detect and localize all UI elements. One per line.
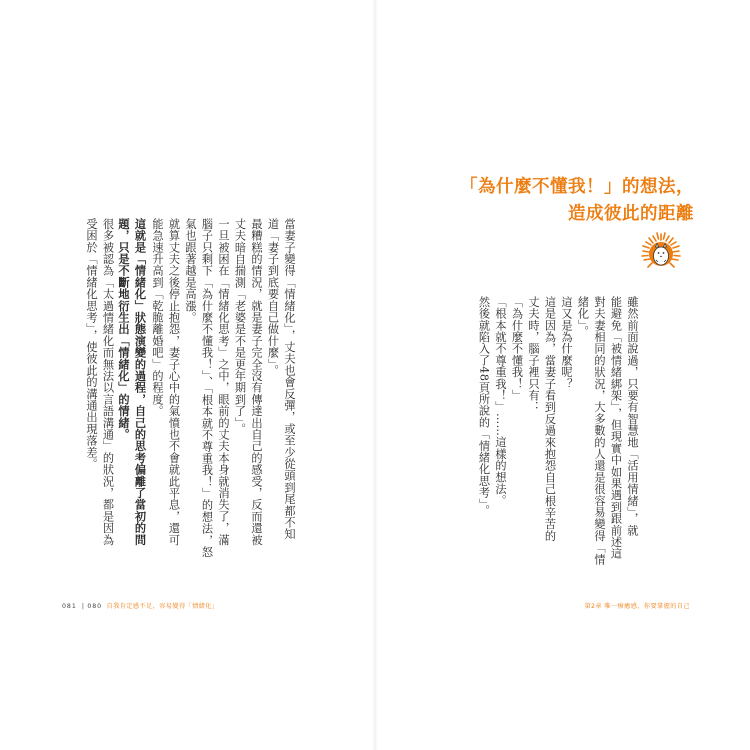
text-column: 腦子只剩下「為什麼不懂我！」、「根本就不尊重我！」的想法，怒 [200, 218, 214, 558]
page-number: 081 [62, 603, 77, 610]
text-column: 丈夫暗自揣測「老婆是不是更年期到了」。 [233, 218, 247, 435]
text-column: 然後就陷入了48頁所說的「情緒化思考」。 [477, 296, 491, 517]
right-footer [584, 601, 690, 610]
hedgehog-illustration [639, 230, 683, 274]
text-column: 「根本就不尊重我！」……這樣的想法。 [494, 296, 507, 507]
running-title-right: 唯一療癒感，你要掌握的自己 [604, 603, 690, 610]
text-column: 一旦被困在「情緒化思考」之中，眼前的丈夫本身就消失了，滿 [217, 218, 230, 546]
headline-line-1: 「為什麼不懂我！」的想法， [460, 177, 694, 197]
section-headline [460, 174, 694, 228]
right-body-text [475, 296, 640, 565]
text-column: 就算丈夫之後停止抱怨，妻子心中的氣憤也不會就此平息，還可 [167, 218, 181, 546]
text-column: 能避免「被情緒綁架」，但現實中如果遇到跟前述這 [609, 296, 623, 560]
right-page [375, 0, 750, 750]
text-column: 這是因為，當妻子看到反過來抱怨自己根辛苦的 [543, 296, 557, 542]
left-body-text [83, 218, 298, 558]
text-column: 雖然前面說過，只要有智慧地「活用情緒」，就 [626, 296, 639, 537]
text-column: 當妻子變得「情緒化」，丈夫也會反彈，或至少從頭到尾都不知 [283, 218, 296, 540]
page-number-separator: | [81, 603, 85, 610]
text-column: 道「妻子到底要自己做什麼」。 [266, 218, 280, 377]
text-column: 很多被認為「太過情緒化而無法以言語溝通」的狀況，都是因為 [101, 218, 115, 546]
text-column: 這就是「情緒化」狀態演變的過程，自己的思考偏離了當初的問 [133, 218, 148, 546]
text-column: 緒化」。 [576, 296, 590, 338]
text-column: 這又是為什麼呢？ [560, 296, 573, 390]
text-column: 氣也跟著越是高漲。 [184, 218, 197, 324]
page-number-2: 080 [87, 603, 103, 610]
text-column: 能急速升高到「乾脆離婚吧」的程度。 [151, 218, 164, 417]
running-title-left: 自我肯定感不足，容易變得「情緒化」 [106, 603, 219, 610]
text-column: 受困於「情緒化思考」，使彼此的溝通出現落差。 [85, 218, 98, 470]
text-column: 最糟糕的情況，就是妻子完全沒有傳達出自己的感受，反而還被 [250, 218, 263, 546]
text-column: 「為什麼不懂我！」 [510, 296, 524, 402]
left-footer [62, 601, 219, 610]
text-column: 對夫妻相同的狀況，大多數的人還是很容易變得「情 [593, 296, 606, 566]
headline-line-2: 造成彼此的距離 [568, 204, 694, 224]
text-column: 題，只是不斷地衍生出「情緒化」的情緒。 [117, 218, 131, 441]
text-column: 丈夫時，腦子裡只有： [527, 296, 540, 413]
chapter-label: 第2章 [584, 603, 602, 610]
